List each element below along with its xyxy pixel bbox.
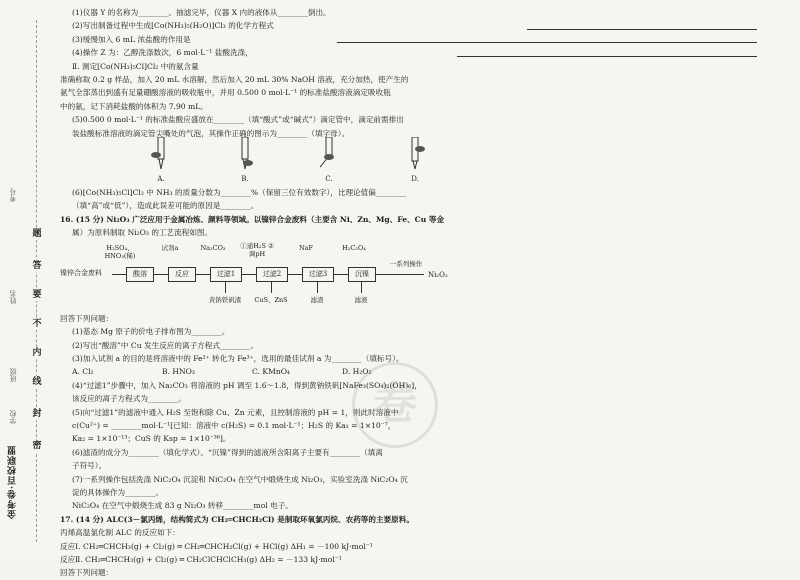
figure-c: C. [316, 137, 342, 186]
series-operation: 一系列操作 [389, 259, 423, 268]
flow-branch [225, 281, 226, 293]
q16-part3: (3)加入试剂 a 的目的是将溶液中的 Fe²⁺ 转化为 Fe³⁺，选用的最佳试剂 a 为________（填标号）。 [72, 353, 404, 363]
flow-branch [317, 281, 318, 293]
q15-part2: (2)写出制备过程中生成[Co(NH₃)₅(H₂O)]Cl₃ 的化学方程式 [60, 19, 785, 32]
watermark-stamp: 卷 [352, 362, 438, 448]
q15-text: 氨气全部蒸出到盛有足量硼酸溶液的吸收瓶中，并用 0.500 0 mol·L⁻¹ 的标准盐酸溶液滴定吸收瓶 [60, 88, 391, 98]
reagent-label: H₂SO₄、HNO₃(稀) [104, 243, 136, 260]
name-field: 姓名 [9, 290, 17, 304]
option-d: D. H₂O₂ [342, 367, 372, 377]
seal-word: 答 [30, 260, 44, 272]
q17-heading: 17. (14 分) ALC(3－氯丙烯，结构简式为 CH₂═CHCH₂Cl) 是制取环氧氯丙烷、农药等的主要原料。 [60, 514, 414, 524]
reagent-label: ①通H₂S ②调pH [240, 241, 274, 258]
seal-word: 要 [30, 289, 44, 301]
q16-part6: (6)滤渣的成分为________（填化学式）。“沉镍”得到的滤液所含阳离子主要有________（填离 [72, 447, 383, 457]
flow-step: 过滤2 [256, 267, 288, 282]
flow-step: 沉镍 [348, 267, 376, 282]
q15-part6b: （填“高”或“低”），造成此误差可能的原因是________。 [72, 201, 259, 211]
q16-prompt: 回答下列问题： [60, 313, 114, 323]
seal-word: 封 [30, 408, 44, 420]
byproduct-label: 滤液 [354, 295, 368, 304]
q15-part6: (6)[Co(NH₃)₅Cl]Cl₂ 中 NH₃ 的质量分数为________%（保留三位有效数字），比理论值偏________ [72, 188, 407, 198]
flow-step: 反应 [168, 267, 196, 282]
option-b: B. HNO₃ [162, 367, 195, 377]
q16-heading-cont: 属）为原料制取 Ni₂O₃ 的工艺流程如图。 [72, 228, 213, 238]
q16-part5b: c(Cu²⁺) = ________mol·L⁻¹[已知：溶液中 c(H₂S) = 0.1 mol·L⁻¹；H₂S 的 Ka₁ = 1×10⁻⁷， [72, 420, 396, 430]
q15-part5: (5)0.500 0 mol·L⁻¹ 的标准盐酸应盛放在________（填“酸式”或“碱式”）滴定管中，滴定前需排出 [72, 115, 404, 125]
flow-step: 过滤1 [210, 267, 242, 282]
q16-heading: 16. (15 分) Ni₂O₃ 广泛应用于金属冶炼、颜料等领域。以镍锌合金废料（主要含 Ni、Zn、Mg、Fe、Cu 等金 [60, 214, 445, 224]
class-field: 班级 [9, 368, 17, 382]
q16-part6b: 子符号）。 [72, 461, 107, 471]
seal-word: 内 [30, 347, 44, 359]
q15-part3: (3)缓慢加入 6 mL 浓盐酸的作用是 [60, 33, 785, 46]
flow-branch [361, 281, 362, 293]
flow-step: 酸溶 [126, 267, 154, 282]
q15-text: 准确称取 0.2 g 样品，加入 20 mL 水溶解，然后加入 20 mL 30% NaOH 溶液，充分加热，使产生的 [60, 75, 409, 85]
q16-part7c: NiC₂O₄ 在空气中煅烧生成 83 g Ni₂O₃ 转移________mol 电子。 [72, 501, 293, 511]
burette-d-icon [400, 137, 430, 173]
seal-word: 线 [30, 376, 44, 388]
figure-b: B. [232, 137, 258, 186]
byproduct-label: 黄钠铁矾渣 [208, 295, 242, 304]
q16-part5c: Ka₂ = 1×10⁻¹³；CuS 的 Ksp = 1×10⁻³⁶]。 [72, 434, 231, 444]
reagent-label: H₂C₂O₄ [342, 243, 366, 252]
q15-text: 中的氨，记下消耗盐酸的体积为 7.90 mL。 [60, 101, 208, 111]
q15-part4: (4)操作 Z 为：乙醇洗涤数次，6 mol·L⁻¹ 盐酸洗涤， [60, 46, 785, 59]
q15-part1: (1)仪器 Y 的名称为________。抽滤完毕，仪器 X 内的液体从________倒出。 [72, 8, 331, 17]
q16-part7: (7)一系列操作包括洗涤 NiC₂O₄ 沉淀和 NiC₂O₄ 在空气中煅烧生成 Ni₂O₃，实验室洗涤 NiC₂O₄ 沉 [72, 474, 408, 484]
brand-label: 金考卷·百校联盟 [8, 445, 18, 520]
q15-part5b: 装盐酸标准溶液的滴定管尖嘴处的气泡，其操作正确的图示为________（填字母）。 [72, 128, 350, 138]
titration-figures [60, 140, 785, 186]
option-c: C. KMnO₄ [252, 367, 290, 377]
q16-part7b: 淀的具体操作为________。 [72, 487, 164, 497]
reagent-label: 试剂a [161, 243, 179, 252]
q16-part4b: 该反应的离子方程式为________。 [72, 394, 186, 404]
option-a: A. Cl₂ [72, 367, 94, 377]
reagent-label: NaF [298, 243, 314, 252]
binding-strip [0, 0, 50, 562]
school-field: 学校 [9, 410, 17, 424]
q17-prompt: 回答下列问题： [60, 568, 114, 578]
flow-branch [271, 281, 272, 293]
q17-text: 丙烯高温氯化制 ALC 的反应如下： [60, 528, 180, 538]
burette-b-icon [232, 137, 258, 173]
seal-word: 不 [30, 318, 44, 330]
flow-end: Ni₂O₃ [428, 270, 448, 279]
q17-reaction1: 反应Ⅰ. CH₂═CHCH₃(g) + Cl₂(g) ═ CH₂═CHCH₂Cl(g) + HCl(g) ΔH₁ = －100 kJ·mol⁻¹ [60, 541, 373, 551]
figure-a: A. [148, 137, 174, 186]
exam-number-field: 考号 [9, 188, 17, 202]
flow-start: 镍锌合金废料 [60, 268, 102, 277]
q16-part5: (5)向“过滤1”的滤液中通入 H₂S 至饱和除 Cu、Zn 元素，且控制溶液的 pH = 1，则此时溶液中 [72, 407, 399, 417]
q16-part2: (2)写出“酸溶”中 Cu 发生反应的离子方程式________。 [72, 340, 258, 350]
q16-options [60, 365, 785, 378]
seal-word: 密 [30, 440, 44, 452]
reagent-label: Na₂CO₃ [200, 243, 226, 252]
question-content [60, 6, 785, 580]
q15-section2: Ⅱ. 测定[Co(NH₃)₅Cl]Cl₂ 中的氨含量 [72, 61, 199, 71]
burette-a-icon [148, 137, 174, 173]
byproduct-label: 滤渣 [310, 295, 324, 304]
seal-word: 题 [30, 228, 44, 240]
process-flowchart [60, 242, 785, 310]
q16-part1: (1)基态 Mg 原子的价电子排布图为________。 [72, 327, 230, 337]
q16-part4: (4)“过滤1”步骤中，加入 Na₂CO₃ 将溶液的 pH 调至 1.6～1.8，得到黄钠铁矾[NaFe₃(SO₄)₂(OH)₆]， [72, 380, 422, 390]
burette-c-icon [316, 137, 342, 173]
q17-reaction2: 反应Ⅱ. CH₂═CHCH₃(g) + Cl₂(g) ═ CH₂ClCHClCH₃(g) ΔH₂ = －133 kJ·mol⁻¹ [60, 555, 342, 564]
byproduct-label: CuS、ZnS [254, 295, 288, 304]
figure-d: D. [400, 137, 430, 186]
flow-step: 过滤3 [302, 267, 334, 282]
seal-line [36, 20, 37, 542]
